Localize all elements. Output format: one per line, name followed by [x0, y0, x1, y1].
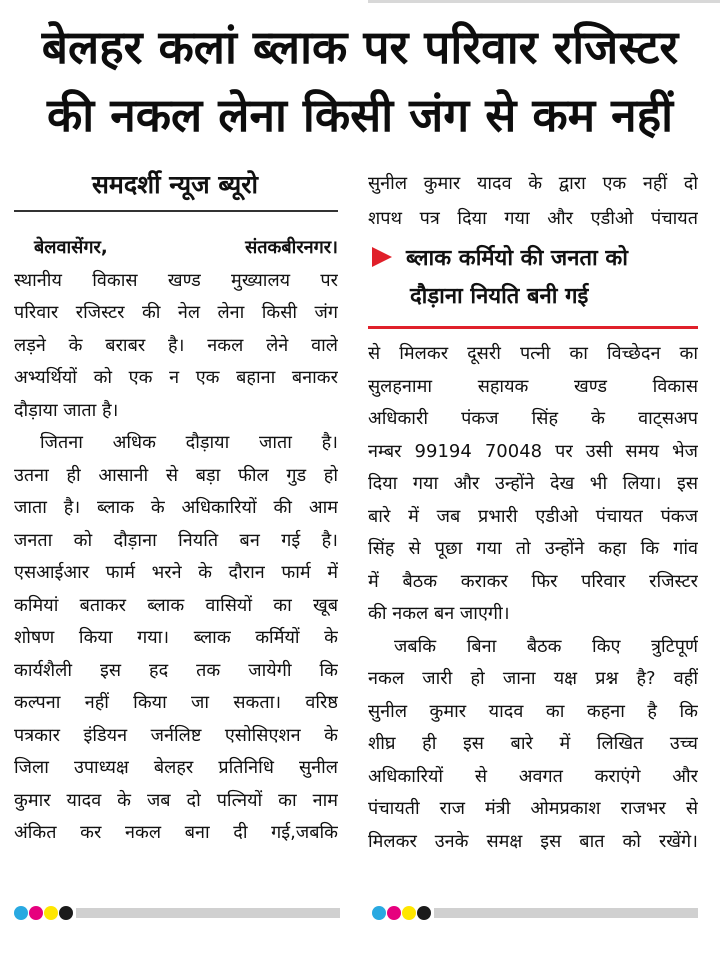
text-line: कल्पना नहीं किया जा सकता। वरिष्ठ	[14, 692, 338, 713]
dateline: बेलवासेंगर, संतकबीरनगर।	[34, 237, 338, 258]
top-rule	[368, 0, 720, 3]
cyan-dot	[372, 906, 386, 920]
text-line: जिला उपाध्यक्ष बेलहर प्रतिनिधि सुनील	[14, 757, 338, 778]
text-line: नकल जारी हो जाना यक्ष प्रश्न है? वहीं	[368, 668, 698, 689]
text-line: परिवार रजिस्टर की नेल लेना किसी जंग	[14, 302, 338, 323]
cyan-dot	[14, 906, 28, 920]
text-line: सुनील कुमार यादव का कहना है कि	[368, 700, 698, 722]
text-line: अभ्यर्थियों को एक न एक बहाना बनाकर	[14, 367, 338, 388]
magenta-dot	[387, 906, 401, 920]
text-line: शोषण किया गया। ब्लाक कर्मियों के	[14, 627, 338, 648]
text-line: जबकि बिना बैठक किए त्रुटिपूर्ण	[394, 635, 698, 657]
byline-divider	[14, 210, 338, 212]
text-line: से मिलकर दूसरी पत्नी का विच्छेदन का	[368, 343, 698, 364]
text-line: मिलकर उनके समक्ष इस बात को रखेंगे।	[368, 830, 698, 852]
text-line: दिया गया और उन्होंने देख भी लिया। इस	[368, 473, 698, 494]
yellow-dot	[402, 906, 416, 920]
headline-line-1: बेलहर कलां ब्लाक पर परिवार रजिस्टर	[41, 20, 679, 74]
text-line: दौड़ाया जाता है।	[14, 399, 119, 421]
byline: समदर्शी न्यूज ब्यूरो	[91, 170, 258, 199]
text-line: स्थानीय विकास खण्ड मुख्यालय पर	[14, 269, 338, 291]
text-line: एसआईआर फार्म भरने के दौरान फार्म में	[14, 562, 338, 583]
text-line: जाता है। ब्लाक के अधिकारियों की आम	[14, 497, 338, 518]
arrow-icon	[372, 247, 392, 267]
text-line: बारे में जब प्रभारी एडीओ पंचायत पंकज	[368, 505, 698, 527]
text-line: सिंह से पूछा गया तो उन्होंने कहा कि गांव	[368, 538, 698, 559]
text-line: पत्रकार इंडियन जर्नलिष्ट एसोसिएशन के	[14, 724, 338, 746]
subheading-line-2: दौड़ाना नियति बनी गई	[410, 284, 589, 309]
text-line: शपथ पत्र दिया गया और एडीओ पंचायत	[368, 208, 698, 229]
text-line: पंचायती राज मंत्री ओमप्रकाश राजभर से	[368, 798, 698, 819]
text-line: अंकित कर नकल बना दी गई,जबकि	[14, 822, 338, 843]
gray-strip	[76, 908, 340, 918]
text-line: कमियां बताकर ब्लाक वासियों का खूब	[14, 594, 338, 616]
text-line: लड़ने के बराबर है। नकल लेने वाले	[14, 334, 338, 356]
gray-strip	[434, 908, 698, 918]
text-line: कार्यशैली इस हद तक जायेगी कि	[14, 659, 338, 681]
text-line: अधिकारी पंकज सिंह के वाट्सअप	[368, 408, 698, 429]
text-line: जितना अधिक दौड़ाया जाता है।	[40, 432, 338, 453]
text-line: उतना ही आसानी से बड़ा फील गुड हो	[14, 464, 338, 486]
black-dot	[417, 906, 431, 920]
subheading	[372, 240, 702, 316]
yellow-dot	[44, 906, 58, 920]
headline-line-2: की नकल लेना किसी जंग से कम नहीं	[46, 88, 674, 142]
print-registration-bar-right	[372, 906, 698, 920]
magenta-dot	[29, 906, 43, 920]
text-line: सुनील कुमार यादव के द्वारा एक नहीं दो	[368, 173, 698, 194]
black-dot	[59, 906, 73, 920]
text-line: जनता को दौड़ाना नियति बन गई है।	[14, 529, 338, 551]
print-registration-bar-left	[14, 906, 340, 920]
text-line: अधिकारियों से अवगत कराएंगे और	[368, 765, 698, 787]
text-line: सुलहनामा सहायक खण्ड विकास	[368, 375, 698, 397]
text-line: नम्बर 99194 70048 पर उसी समय भेज	[368, 440, 698, 462]
article-column-2-bottom	[368, 338, 698, 858]
text-line: की नकल बन जाएगी।	[368, 603, 510, 624]
text-line: शीघ्र ही इस बारे में लिखित उच्च	[368, 733, 698, 754]
text-line: कुमार यादव के जब दो पत्नियों का नाम	[14, 789, 338, 811]
subheading-line-1: ब्लाक कर्मियो की जनता को	[406, 246, 628, 271]
article-column-2-top	[368, 166, 698, 236]
subheading-divider	[368, 326, 698, 329]
text-line: में बैठक कराकर फिर परिवार रजिस्टर	[368, 570, 698, 592]
article-column-1	[14, 232, 338, 850]
